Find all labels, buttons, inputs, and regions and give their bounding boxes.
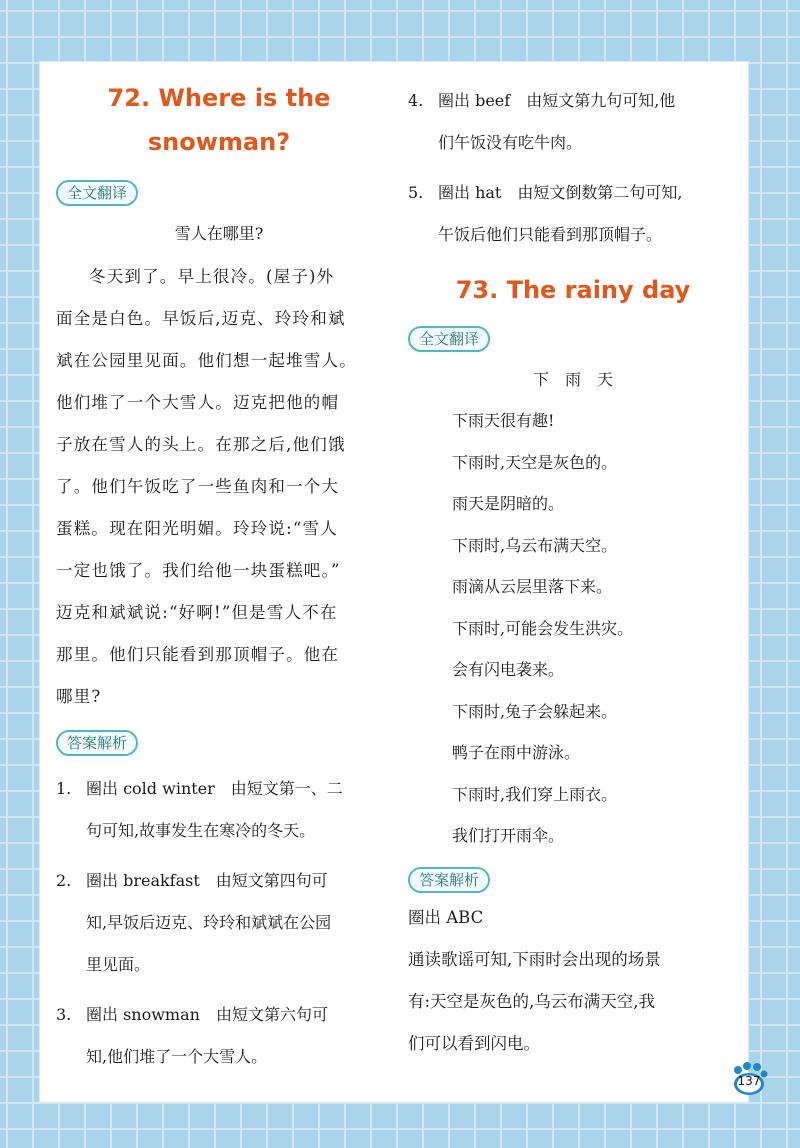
- story-line: 面全是白色。早饭后,迈克、玲玲和斌: [56, 309, 346, 328]
- answer-item: [408, 80, 738, 164]
- answer-line: 句可知,故事发生在寒冷的冬天。: [86, 821, 316, 840]
- answer-line: 圈出 breakfast 由短文第四句可: [86, 871, 328, 890]
- answer-number: 3.: [56, 1005, 72, 1024]
- explanation-line: 通读歌谣可知,下雨时会出现的场景: [408, 949, 661, 969]
- answer-item: [408, 172, 738, 256]
- poem-line: 我们打开雨伞。: [452, 826, 565, 845]
- section-translation-badge: 全文翻译: [56, 180, 138, 206]
- answer-item: [56, 768, 382, 852]
- poem-line: 雨天是阴暗的。: [452, 494, 565, 513]
- story-title: 雪人在哪里?: [174, 224, 264, 243]
- answer-line: 圈出 beef 由短文第九句可知,他: [438, 91, 676, 110]
- title-72-line1: 72. Where is the: [107, 84, 331, 112]
- story-line: 斌在公园里见面。他们想一起堆雪人。: [56, 351, 357, 370]
- story-line: 蛋糕。现在阳光明媚。玲玲说:“雪人: [56, 519, 338, 538]
- answer-item: [56, 860, 382, 986]
- answer-line: 知,他们堆了一个大雪人。: [86, 1047, 268, 1066]
- title-72-line2: snowman?: [147, 128, 291, 156]
- poem-line: 下雨时,可能会发生洪灾。: [452, 618, 634, 638]
- poem-line: 下雨时,乌云布满天空。: [452, 535, 618, 555]
- right-column: [408, 62, 738, 1065]
- story-line: 一定也饿了。我们给他一块蛋糕吧。”: [56, 561, 341, 580]
- explanation-line: 有:天空是灰色的,乌云布满天空,我: [408, 991, 656, 1011]
- explanation-text: [408, 939, 738, 1065]
- story-line: 迈克和斌斌说:“好啊!”但是雪人不在: [56, 603, 338, 622]
- answer-number: 2.: [56, 871, 72, 890]
- section-answers-badge: 答案解析: [56, 730, 138, 756]
- answer-line: 圈出 cold winter 由短文第一、二: [86, 779, 343, 798]
- poem-line: 下雨时,我们穿上雨衣。: [452, 784, 618, 804]
- left-column: [56, 62, 382, 1086]
- story-line: 子放在雪人的头上。在那之后,他们饿: [56, 435, 346, 454]
- answer-line: 圈出 snowman 由短文第六句可: [86, 1005, 328, 1024]
- story-line: 冬天到了。早上很冷。(屋子)外: [89, 267, 335, 286]
- answer-line: 圈出 ABC: [408, 907, 484, 927]
- title-73: 73. The rainy day: [455, 276, 691, 304]
- explanation-line: 们可以看到闪电。: [408, 1033, 540, 1053]
- story-line: 了。他们午饭吃了一些鱼肉和一个大: [56, 477, 340, 496]
- story-line: 哪里?: [56, 687, 102, 706]
- answer-number: 5.: [408, 183, 424, 202]
- poem-line: 下雨时,天空是灰色的。: [452, 452, 618, 472]
- story-line: 他们堆了一个大雪人。迈克把他的帽: [56, 393, 340, 412]
- answer-item: [56, 994, 382, 1078]
- story-text: [56, 256, 382, 718]
- answers-list-right: [408, 80, 738, 256]
- poem-line: 雨滴从云层里落下来。: [452, 577, 613, 596]
- answer-line: 里见面。: [86, 955, 151, 974]
- page-paper: [40, 62, 748, 1102]
- answer-line: 圈出 hat 由短文倒数第二句可知,: [438, 183, 683, 202]
- page-number: 137: [737, 1074, 761, 1088]
- poem-title: 下 雨 天: [532, 370, 613, 389]
- answer-line: 午饭后他们只能看到那顶帽子。: [438, 225, 663, 244]
- section-translation-badge: 全文翻译: [408, 326, 490, 352]
- section-answers-badge: 答案解析: [408, 867, 490, 893]
- answers-list-left: [56, 768, 382, 1078]
- poem-line: 会有闪电袭来。: [452, 660, 565, 679]
- story-line: 那里。他们只能看到那顶帽子。他在: [56, 645, 340, 664]
- answer-number: 4.: [408, 91, 424, 110]
- answer-line: 们午饭没有吃牛肉。: [438, 133, 583, 152]
- poem-line: 下雨天很有趣!: [452, 411, 555, 430]
- answer-line: 知,早饭后迈克、玲玲和斌斌在公园: [86, 913, 332, 932]
- answer-number: 1.: [56, 779, 72, 798]
- poem-line: 鸭子在雨中游泳。: [452, 743, 581, 762]
- poem-line: 下雨时,兔子会躲起来。: [452, 701, 618, 721]
- poem-text: [408, 400, 738, 857]
